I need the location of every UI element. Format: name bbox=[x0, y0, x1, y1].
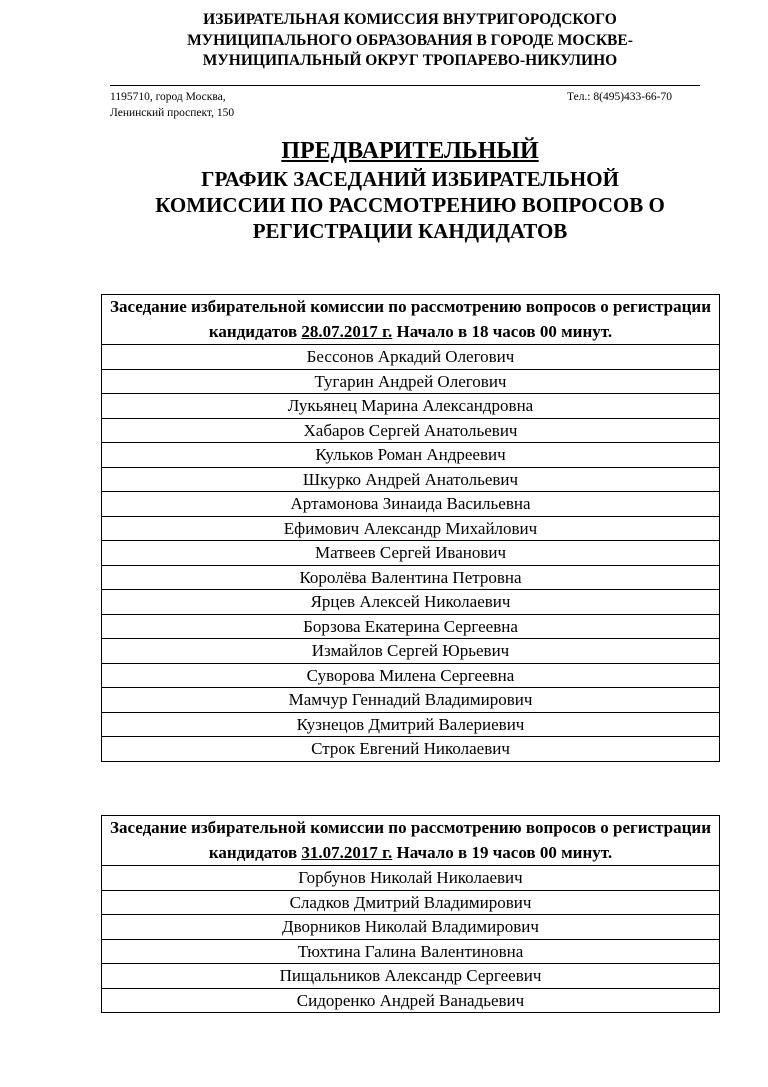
table-row bbox=[102, 663, 720, 688]
table-row bbox=[102, 492, 720, 517]
meeting-header-row bbox=[102, 295, 720, 345]
title-line: КОМИССИИ ПО РАССМОТРЕНИЮ ВОПРОСОВ О bbox=[155, 193, 665, 217]
address-line: 1195710, город Москва, bbox=[110, 91, 226, 103]
table-row bbox=[102, 565, 720, 590]
candidate-name: Тюхтина Галина Валентиновна bbox=[102, 939, 720, 964]
candidate-name: Кульков Роман Андреевич bbox=[102, 443, 720, 468]
candidate-name: Дворников Николай Владимирович bbox=[102, 915, 720, 940]
candidate-name: Тугарин Андрей Олегович bbox=[102, 369, 720, 394]
table-row bbox=[102, 639, 720, 664]
table-row bbox=[102, 964, 720, 989]
meeting-header bbox=[102, 295, 720, 345]
title-preliminary: ПРЕДВАРИТЕЛЬНЫЙ bbox=[281, 138, 539, 164]
table-row bbox=[102, 394, 720, 419]
meeting-intro: Заседание избирательной комиссии по рассмотрению вопросов о регистрации кандидатов bbox=[110, 818, 711, 862]
table-row bbox=[102, 614, 720, 639]
candidate-name: Горбунов Николай Николаевич bbox=[102, 866, 720, 891]
header-divider bbox=[110, 85, 700, 86]
candidate-name: Пищальников Александр Сергеевич bbox=[102, 964, 720, 989]
candidate-name: Матвеев Сергей Иванович bbox=[102, 541, 720, 566]
candidate-name: Борзова Екатерина Сергеевна bbox=[102, 614, 720, 639]
candidate-name: Артамонова Зинаида Васильевна bbox=[102, 492, 720, 517]
commission-name-line: ИЗБИРАТЕЛЬНАЯ КОМИССИЯ ВНУТРИГОРОДСКОГО bbox=[203, 11, 617, 28]
candidate-name: Сидоренко Андрей Ванадьевич bbox=[102, 988, 720, 1013]
document-title bbox=[110, 137, 710, 244]
table-row bbox=[102, 516, 720, 541]
candidate-name: Ярцев Алексей Николаевич bbox=[102, 590, 720, 615]
meeting-header bbox=[102, 816, 720, 866]
meeting-start-time: Начало в 19 часов 00 минут. bbox=[396, 842, 613, 862]
candidate-name: Королёва Валентина Петровна bbox=[102, 565, 720, 590]
table-row bbox=[102, 467, 720, 492]
title-main bbox=[110, 166, 710, 244]
candidate-name: Лукьянец Марина Александровна bbox=[102, 394, 720, 419]
meeting-date: 28.07.2017 г. bbox=[301, 321, 393, 341]
candidate-name: Мамчур Геннадий Владимирович bbox=[102, 688, 720, 713]
table-row bbox=[102, 590, 720, 615]
meeting-header-row bbox=[102, 816, 720, 866]
title-line: ГРАФИК ЗАСЕДАНИЙ ИЗБИРАТЕЛЬНОЙ bbox=[201, 167, 619, 191]
candidate-name: Шкурко Андрей Анатольевич bbox=[102, 467, 720, 492]
commission-name-line: МУНИЦИПАЛЬНЫЙ ОКРУГ ТРОПАРЕВО-НИКУЛИНО bbox=[202, 52, 618, 69]
table-row bbox=[102, 988, 720, 1013]
table-row bbox=[102, 737, 720, 762]
commission-name bbox=[110, 10, 710, 72]
table-row bbox=[102, 890, 720, 915]
address-line: Ленинский проспект, 150 bbox=[110, 107, 235, 119]
commission-name-line: МУНИЦИПАЛЬНОГО ОБРАЗОВАНИЯ В ГОРОДЕ МОСКВЕ- bbox=[187, 31, 633, 49]
phone-number: Тел.: 8(495)433-66-70 bbox=[567, 91, 672, 103]
candidate-name: Ефимович Александр Михайлович bbox=[102, 516, 720, 541]
candidate-name: Кузнецов Дмитрий Валериевич bbox=[102, 712, 720, 737]
table-row bbox=[102, 541, 720, 566]
candidate-name: Суворова Милена Сергеевна bbox=[102, 663, 720, 688]
candidate-name: Бессонов Аркадий Олегович bbox=[102, 345, 720, 370]
table-row bbox=[102, 688, 720, 713]
title-line: РЕГИСТРАЦИИ КАНДИДАТОВ bbox=[252, 219, 568, 243]
table-row bbox=[102, 915, 720, 940]
meeting-table bbox=[101, 294, 720, 762]
meeting-table bbox=[101, 815, 720, 1013]
table-row bbox=[102, 418, 720, 443]
meeting-date: 31.07.2017 г. bbox=[301, 842, 393, 862]
table-row bbox=[102, 712, 720, 737]
table-row bbox=[102, 345, 720, 370]
postal-address bbox=[110, 89, 234, 121]
candidate-name: Строк Евгений Николаевич bbox=[102, 737, 720, 762]
candidate-name: Сладков Дмитрий Владимирович bbox=[102, 890, 720, 915]
meeting-intro: Заседание избирательной комиссии по рассмотрению вопросов о регистрации кандидатов bbox=[110, 297, 711, 341]
candidate-name: Хабаров Сергей Анатольевич bbox=[102, 418, 720, 443]
table-row bbox=[102, 369, 720, 394]
candidate-name: Измайлов Сергей Юрьевич bbox=[102, 639, 720, 664]
table-row bbox=[102, 443, 720, 468]
meeting-start-time: Начало в 18 часов 00 минут. bbox=[396, 321, 613, 341]
table-row bbox=[102, 939, 720, 964]
table-row bbox=[102, 866, 720, 891]
